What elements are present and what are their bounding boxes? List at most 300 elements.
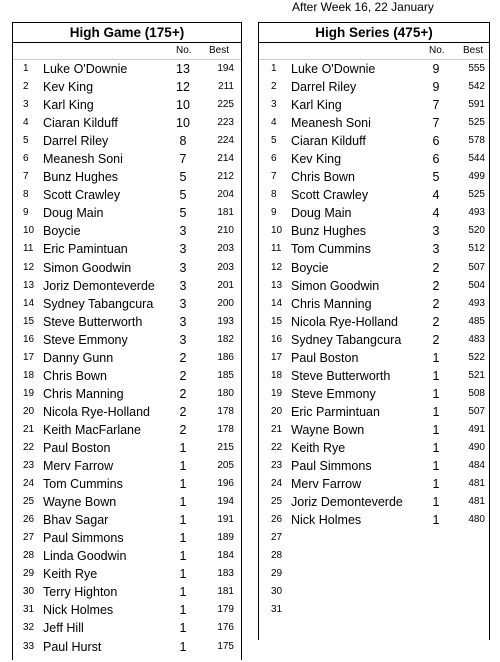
- table-row: [259, 60, 489, 78]
- table-row: [259, 565, 489, 583]
- table-row: [259, 475, 489, 493]
- best-cell: 203: [217, 243, 234, 255]
- best-cell: 491: [468, 423, 485, 435]
- rank-cell: 30: [271, 586, 283, 598]
- name-cell: Wayne Bown: [43, 495, 117, 510]
- no-cell: 5: [179, 206, 187, 221]
- no-cell: 1: [432, 513, 440, 528]
- no-cell: 1: [179, 639, 187, 654]
- rank-cell: 8: [23, 189, 29, 201]
- rank-cell: 24: [271, 478, 283, 490]
- no-cell: 2: [432, 314, 440, 329]
- best-cell: 194: [217, 496, 234, 508]
- rank-cell: 22: [23, 441, 35, 453]
- subtitle: After Week 16, 22 January: [292, 0, 434, 14]
- best-cell: 591: [468, 99, 485, 111]
- best-cell: 203: [217, 261, 234, 273]
- rank-cell: 25: [271, 496, 283, 508]
- best-cell: 183: [217, 568, 234, 580]
- no-cell: 2: [432, 278, 440, 293]
- table-row: [259, 96, 489, 114]
- best-cell: 490: [468, 441, 485, 453]
- table-row: [13, 457, 241, 475]
- table-row: [13, 60, 241, 78]
- rank-cell: 32: [23, 622, 35, 634]
- no-cell: 2: [179, 404, 187, 419]
- table-row: [259, 240, 489, 258]
- name-cell: Karl King: [291, 98, 342, 113]
- name-cell: Nick Holmes: [43, 603, 114, 618]
- table-row: [13, 565, 241, 583]
- table-row: [13, 403, 241, 421]
- rank-cell: 28: [23, 550, 35, 562]
- best-cell: 181: [217, 586, 234, 598]
- name-cell: Eric Pamintuan: [43, 242, 128, 257]
- table-row: [259, 114, 489, 132]
- no-cell: 1: [432, 404, 440, 419]
- best-cell: 481: [468, 496, 485, 508]
- name-cell: Keith Rye: [43, 567, 98, 582]
- rank-cell: 7: [271, 171, 277, 183]
- high-series-panel: [258, 22, 490, 640]
- table-row: [13, 96, 241, 114]
- rank-cell: 20: [271, 405, 283, 417]
- name-cell: Merv Farrow: [43, 459, 114, 474]
- best-cell: 224: [217, 135, 234, 147]
- name-cell: Paul Hurst: [43, 639, 102, 654]
- table-row: [259, 259, 489, 277]
- no-cell: 1: [432, 459, 440, 474]
- no-cell: 2: [432, 296, 440, 311]
- best-cell: 214: [217, 153, 234, 165]
- table-row: [259, 349, 489, 367]
- rank-cell: 14: [271, 297, 283, 309]
- name-cell: Meanesh Soni: [43, 152, 123, 167]
- table-row: [13, 150, 241, 168]
- table-row: [13, 511, 241, 529]
- best-cell: 507: [468, 261, 485, 273]
- best-cell: 522: [468, 351, 485, 363]
- best-cell: 176: [217, 622, 234, 634]
- name-cell: Eric Parmintuan: [291, 404, 380, 419]
- rank-cell: 21: [23, 423, 35, 435]
- column-best-header: Best: [463, 45, 484, 56]
- name-cell: Sydney Tabangcura: [43, 296, 154, 311]
- no-cell: 1: [432, 477, 440, 492]
- table-row: [259, 403, 489, 421]
- name-cell: Terry Highton: [43, 585, 118, 600]
- name-cell: Ciaran Kilduff: [43, 116, 118, 131]
- rank-cell: 4: [271, 117, 277, 129]
- best-cell: 493: [468, 207, 485, 219]
- name-cell: Nicola Rye-Holland: [43, 404, 150, 419]
- best-cell: 493: [468, 297, 485, 309]
- name-cell: Bunz Hughes: [43, 170, 119, 185]
- best-cell: 485: [468, 315, 485, 327]
- table-row: [259, 277, 489, 295]
- no-cell: 3: [179, 314, 187, 329]
- best-cell: 211: [218, 81, 234, 93]
- name-cell: Simon Goodwin: [43, 260, 132, 275]
- no-cell: 1: [432, 495, 440, 510]
- name-cell: Darrel Riley: [291, 80, 357, 95]
- table-row: [13, 277, 241, 295]
- no-cell: 2: [432, 260, 440, 275]
- rank-cell: 2: [23, 81, 29, 93]
- no-cell: 10: [176, 98, 190, 113]
- name-cell: Paul Simmons: [291, 459, 372, 474]
- rank-cell: 4: [23, 117, 29, 129]
- rank-cell: 21: [271, 423, 283, 435]
- rank-cell: 11: [23, 243, 34, 255]
- no-cell: 3: [179, 260, 187, 275]
- name-cell: Jeff Hill: [43, 621, 84, 636]
- rank-cell: 12: [23, 261, 35, 273]
- best-cell: 225: [217, 99, 234, 111]
- best-cell: 181: [217, 207, 234, 219]
- table-row: [13, 619, 241, 637]
- name-cell: Karl King: [43, 98, 94, 113]
- no-cell: 2: [432, 332, 440, 347]
- table-row: [259, 295, 489, 313]
- best-cell: 196: [217, 478, 234, 490]
- best-cell: 499: [468, 171, 485, 183]
- name-cell: Keith MacFarlane: [43, 422, 141, 437]
- rank-cell: 17: [23, 351, 35, 363]
- name-cell: Doug Main: [43, 206, 104, 221]
- best-cell: 189: [217, 532, 234, 544]
- best-cell: 512: [468, 243, 485, 255]
- best-cell: 223: [217, 117, 234, 129]
- rank-cell: 16: [23, 333, 35, 345]
- name-cell: Paul Boston: [291, 350, 359, 365]
- table-row: [259, 313, 489, 331]
- table-row: [13, 331, 241, 349]
- table-row: [13, 547, 241, 565]
- rank-cell: 27: [271, 532, 283, 544]
- no-cell: 1: [179, 440, 187, 455]
- table-row: [13, 78, 241, 96]
- no-cell: 5: [179, 188, 187, 203]
- rank-cell: 26: [271, 514, 283, 526]
- rank-cell: 7: [23, 171, 29, 183]
- name-cell: Paul Simmons: [43, 531, 124, 546]
- no-cell: 13: [176, 62, 190, 76]
- rank-cell: 33: [23, 640, 35, 652]
- table-row: [259, 583, 489, 601]
- rank-cell: 29: [271, 568, 283, 580]
- no-cell: 7: [432, 98, 440, 113]
- no-cell: 2: [179, 350, 187, 365]
- table-row: [259, 493, 489, 511]
- high-game-panel: [12, 22, 242, 660]
- table-row: [259, 168, 489, 186]
- rank-cell: 31: [271, 604, 283, 616]
- table-row: [259, 547, 489, 565]
- rank-cell: 30: [23, 586, 35, 598]
- rank-cell: 6: [271, 153, 277, 165]
- table-row: [259, 78, 489, 96]
- name-cell: Linda Goodwin: [43, 549, 127, 564]
- rank-cell: 31: [23, 604, 35, 616]
- table-row: [13, 493, 241, 511]
- rank-cell: 9: [23, 207, 29, 219]
- rank-cell: 18: [271, 369, 283, 381]
- best-cell: 193: [217, 315, 234, 327]
- no-cell: 1: [179, 603, 187, 618]
- no-cell: 3: [179, 224, 187, 239]
- rank-cell: 3: [271, 99, 277, 111]
- rank-cell: 13: [271, 279, 283, 291]
- rank-cell: 19: [271, 387, 283, 399]
- name-cell: Steve Emmony: [43, 332, 128, 347]
- name-cell: Keith Rye: [291, 440, 346, 455]
- best-cell: 178: [217, 405, 234, 417]
- best-cell: 184: [217, 550, 234, 562]
- no-cell: 1: [179, 513, 187, 528]
- best-cell: 480: [468, 514, 485, 526]
- best-cell: 191: [217, 514, 234, 526]
- no-cell: 6: [432, 134, 440, 149]
- rank-cell: 18: [23, 369, 35, 381]
- no-cell: 1: [432, 386, 440, 401]
- rank-cell: 3: [23, 99, 29, 111]
- name-cell: Bunz Hughes: [291, 224, 367, 239]
- table-row: [13, 259, 241, 277]
- rank-cell: 23: [271, 460, 283, 472]
- rank-cell: 5: [271, 135, 277, 147]
- table-row: [259, 511, 489, 529]
- no-cell: 8: [179, 134, 187, 149]
- table-row: [259, 421, 489, 439]
- no-cell: 1: [179, 477, 187, 492]
- best-cell: 215: [217, 441, 234, 453]
- name-cell: Scott Crawley: [43, 188, 121, 203]
- no-cell: 2: [179, 368, 187, 383]
- best-cell: 204: [217, 189, 234, 201]
- name-cell: Kev King: [43, 80, 94, 95]
- rank-cell: 5: [23, 135, 29, 147]
- no-cell: 6: [432, 152, 440, 167]
- best-cell: 210: [217, 225, 234, 237]
- table-row: [13, 168, 241, 186]
- rank-cell: 11: [271, 243, 282, 255]
- name-cell: Danny Gunn: [43, 350, 114, 365]
- table-row: [259, 186, 489, 204]
- rank-cell: 1: [271, 63, 277, 74]
- best-cell: 182: [217, 333, 234, 345]
- high-series-title: High Series (475+): [259, 23, 489, 43]
- no-cell: 1: [179, 531, 187, 546]
- name-cell: Steve Butterworth: [43, 314, 143, 329]
- name-cell: Sydney Tabangcura: [291, 332, 402, 347]
- table-row: [13, 638, 241, 656]
- column-no-header: No.: [429, 45, 445, 56]
- table-row: [13, 222, 241, 240]
- best-cell: 481: [468, 478, 485, 490]
- name-cell: Bhav Sagar: [43, 513, 109, 528]
- rank-cell: 13: [23, 279, 35, 291]
- name-cell: Merv Farrow: [291, 477, 362, 492]
- rank-cell: 10: [23, 225, 35, 237]
- name-cell: Nick Holmes: [291, 513, 362, 528]
- rank-cell: 27: [23, 532, 35, 544]
- name-cell: Chris Bown: [43, 368, 107, 383]
- best-cell: 194: [217, 63, 234, 74]
- table-row: [259, 601, 489, 619]
- table-row: [13, 385, 241, 403]
- rank-cell: 14: [23, 297, 35, 309]
- no-cell: 7: [179, 152, 187, 167]
- table-row: [13, 313, 241, 331]
- no-cell: 1: [179, 621, 187, 636]
- name-cell: Joriz Demonteverde: [43, 278, 155, 293]
- name-cell: Paul Boston: [43, 440, 111, 455]
- table-row: [13, 601, 241, 619]
- rank-cell: 1: [23, 63, 29, 74]
- rank-cell: 6: [23, 153, 29, 165]
- table-row: [259, 457, 489, 475]
- no-cell: 1: [432, 350, 440, 365]
- name-cell: Boycie: [291, 260, 329, 275]
- name-cell: Luke O'Downie: [291, 62, 376, 76]
- best-cell: 520: [468, 225, 485, 237]
- no-cell: 9: [432, 62, 440, 76]
- best-cell: 186: [217, 351, 234, 363]
- column-best-header: Best: [209, 45, 230, 56]
- no-cell: 4: [432, 206, 440, 221]
- table-row: [259, 331, 489, 349]
- no-cell: 1: [179, 567, 187, 582]
- best-cell: 483: [468, 333, 485, 345]
- name-cell: Wayne Bown: [291, 422, 365, 437]
- no-cell: 5: [432, 170, 440, 185]
- no-cell: 1: [432, 440, 440, 455]
- name-cell: Joriz Demonteverde: [291, 495, 403, 510]
- no-cell: 3: [179, 242, 187, 257]
- high-game-rows: [13, 60, 241, 656]
- no-cell: 10: [176, 116, 190, 131]
- no-cell: 4: [432, 188, 440, 203]
- name-cell: Luke O'Downie: [43, 62, 128, 76]
- name-cell: Steve Emmony: [291, 386, 376, 401]
- best-cell: 175: [217, 640, 234, 652]
- rank-cell: 25: [23, 496, 35, 508]
- name-cell: Meanesh Soni: [291, 116, 371, 131]
- table-row: [13, 114, 241, 132]
- best-cell: 504: [468, 279, 485, 291]
- no-cell: 3: [179, 296, 187, 311]
- rank-cell: 28: [271, 550, 283, 562]
- table-row: [259, 222, 489, 240]
- table-row: [13, 421, 241, 439]
- no-cell: 3: [432, 224, 440, 239]
- rank-cell: 10: [271, 225, 283, 237]
- best-cell: 185: [217, 369, 234, 381]
- name-cell: Scott Crawley: [291, 188, 369, 203]
- table-row: [13, 529, 241, 547]
- best-cell: 521: [468, 369, 485, 381]
- table-row: [259, 132, 489, 150]
- name-cell: Boycie: [43, 224, 81, 239]
- best-cell: 544: [468, 153, 485, 165]
- no-cell: 3: [432, 242, 440, 257]
- best-cell: 525: [468, 117, 485, 129]
- rank-cell: 16: [271, 333, 283, 345]
- best-cell: 180: [217, 387, 234, 399]
- name-cell: Simon Goodwin: [291, 278, 380, 293]
- best-cell: 200: [217, 297, 234, 309]
- rank-cell: 23: [23, 460, 35, 472]
- table-row: [13, 367, 241, 385]
- no-cell: 1: [179, 585, 187, 600]
- name-cell: Chris Manning: [291, 296, 372, 311]
- rank-cell: 20: [23, 405, 35, 417]
- table-row: [259, 385, 489, 403]
- name-cell: Darrel Riley: [43, 134, 109, 149]
- rank-cell: 8: [271, 189, 277, 201]
- table-row: [259, 367, 489, 385]
- no-cell: 3: [179, 278, 187, 293]
- no-cell: 1: [179, 549, 187, 564]
- table-row: [13, 583, 241, 601]
- high-game-title: High Game (175+): [13, 23, 241, 43]
- best-cell: 212: [217, 171, 234, 183]
- name-cell: Tom Cummins: [43, 477, 123, 492]
- rank-cell: 24: [23, 478, 35, 490]
- name-cell: Ciaran Kilduff: [291, 134, 366, 149]
- best-cell: 578: [468, 135, 485, 147]
- best-cell: 542: [468, 81, 485, 93]
- best-cell: 508: [468, 387, 485, 399]
- no-cell: 2: [179, 422, 187, 437]
- table-row: [13, 132, 241, 150]
- name-cell: Tom Cummins: [291, 242, 371, 257]
- no-cell: 2: [179, 386, 187, 401]
- name-cell: Chris Bown: [291, 170, 355, 185]
- rank-cell: 12: [271, 261, 283, 273]
- table-row: [13, 475, 241, 493]
- best-cell: 205: [217, 460, 234, 472]
- no-cell: 1: [432, 422, 440, 437]
- best-cell: 525: [468, 189, 485, 201]
- rank-cell: 17: [271, 351, 283, 363]
- best-cell: 178: [217, 423, 234, 435]
- rank-cell: 29: [23, 568, 35, 580]
- no-cell: 7: [432, 116, 440, 131]
- table-row: [259, 150, 489, 168]
- rank-cell: 15: [23, 315, 35, 327]
- no-cell: 9: [432, 80, 440, 95]
- best-cell: 555: [468, 63, 485, 74]
- best-cell: 179: [217, 604, 234, 616]
- table-row: [13, 186, 241, 204]
- name-cell: Kev King: [291, 152, 342, 167]
- rank-cell: 19: [23, 387, 35, 399]
- table-row: [13, 240, 241, 258]
- high-series-column-header: [259, 43, 489, 60]
- table-row: [13, 349, 241, 367]
- no-cell: 3: [179, 332, 187, 347]
- rank-cell: 22: [271, 441, 283, 453]
- no-cell: 1: [432, 368, 440, 383]
- no-cell: 1: [179, 459, 187, 474]
- rank-cell: 26: [23, 514, 35, 526]
- table-row: [13, 295, 241, 313]
- column-no-header: No.: [176, 45, 192, 56]
- high-game-column-header: [13, 43, 241, 60]
- table-row: [13, 439, 241, 457]
